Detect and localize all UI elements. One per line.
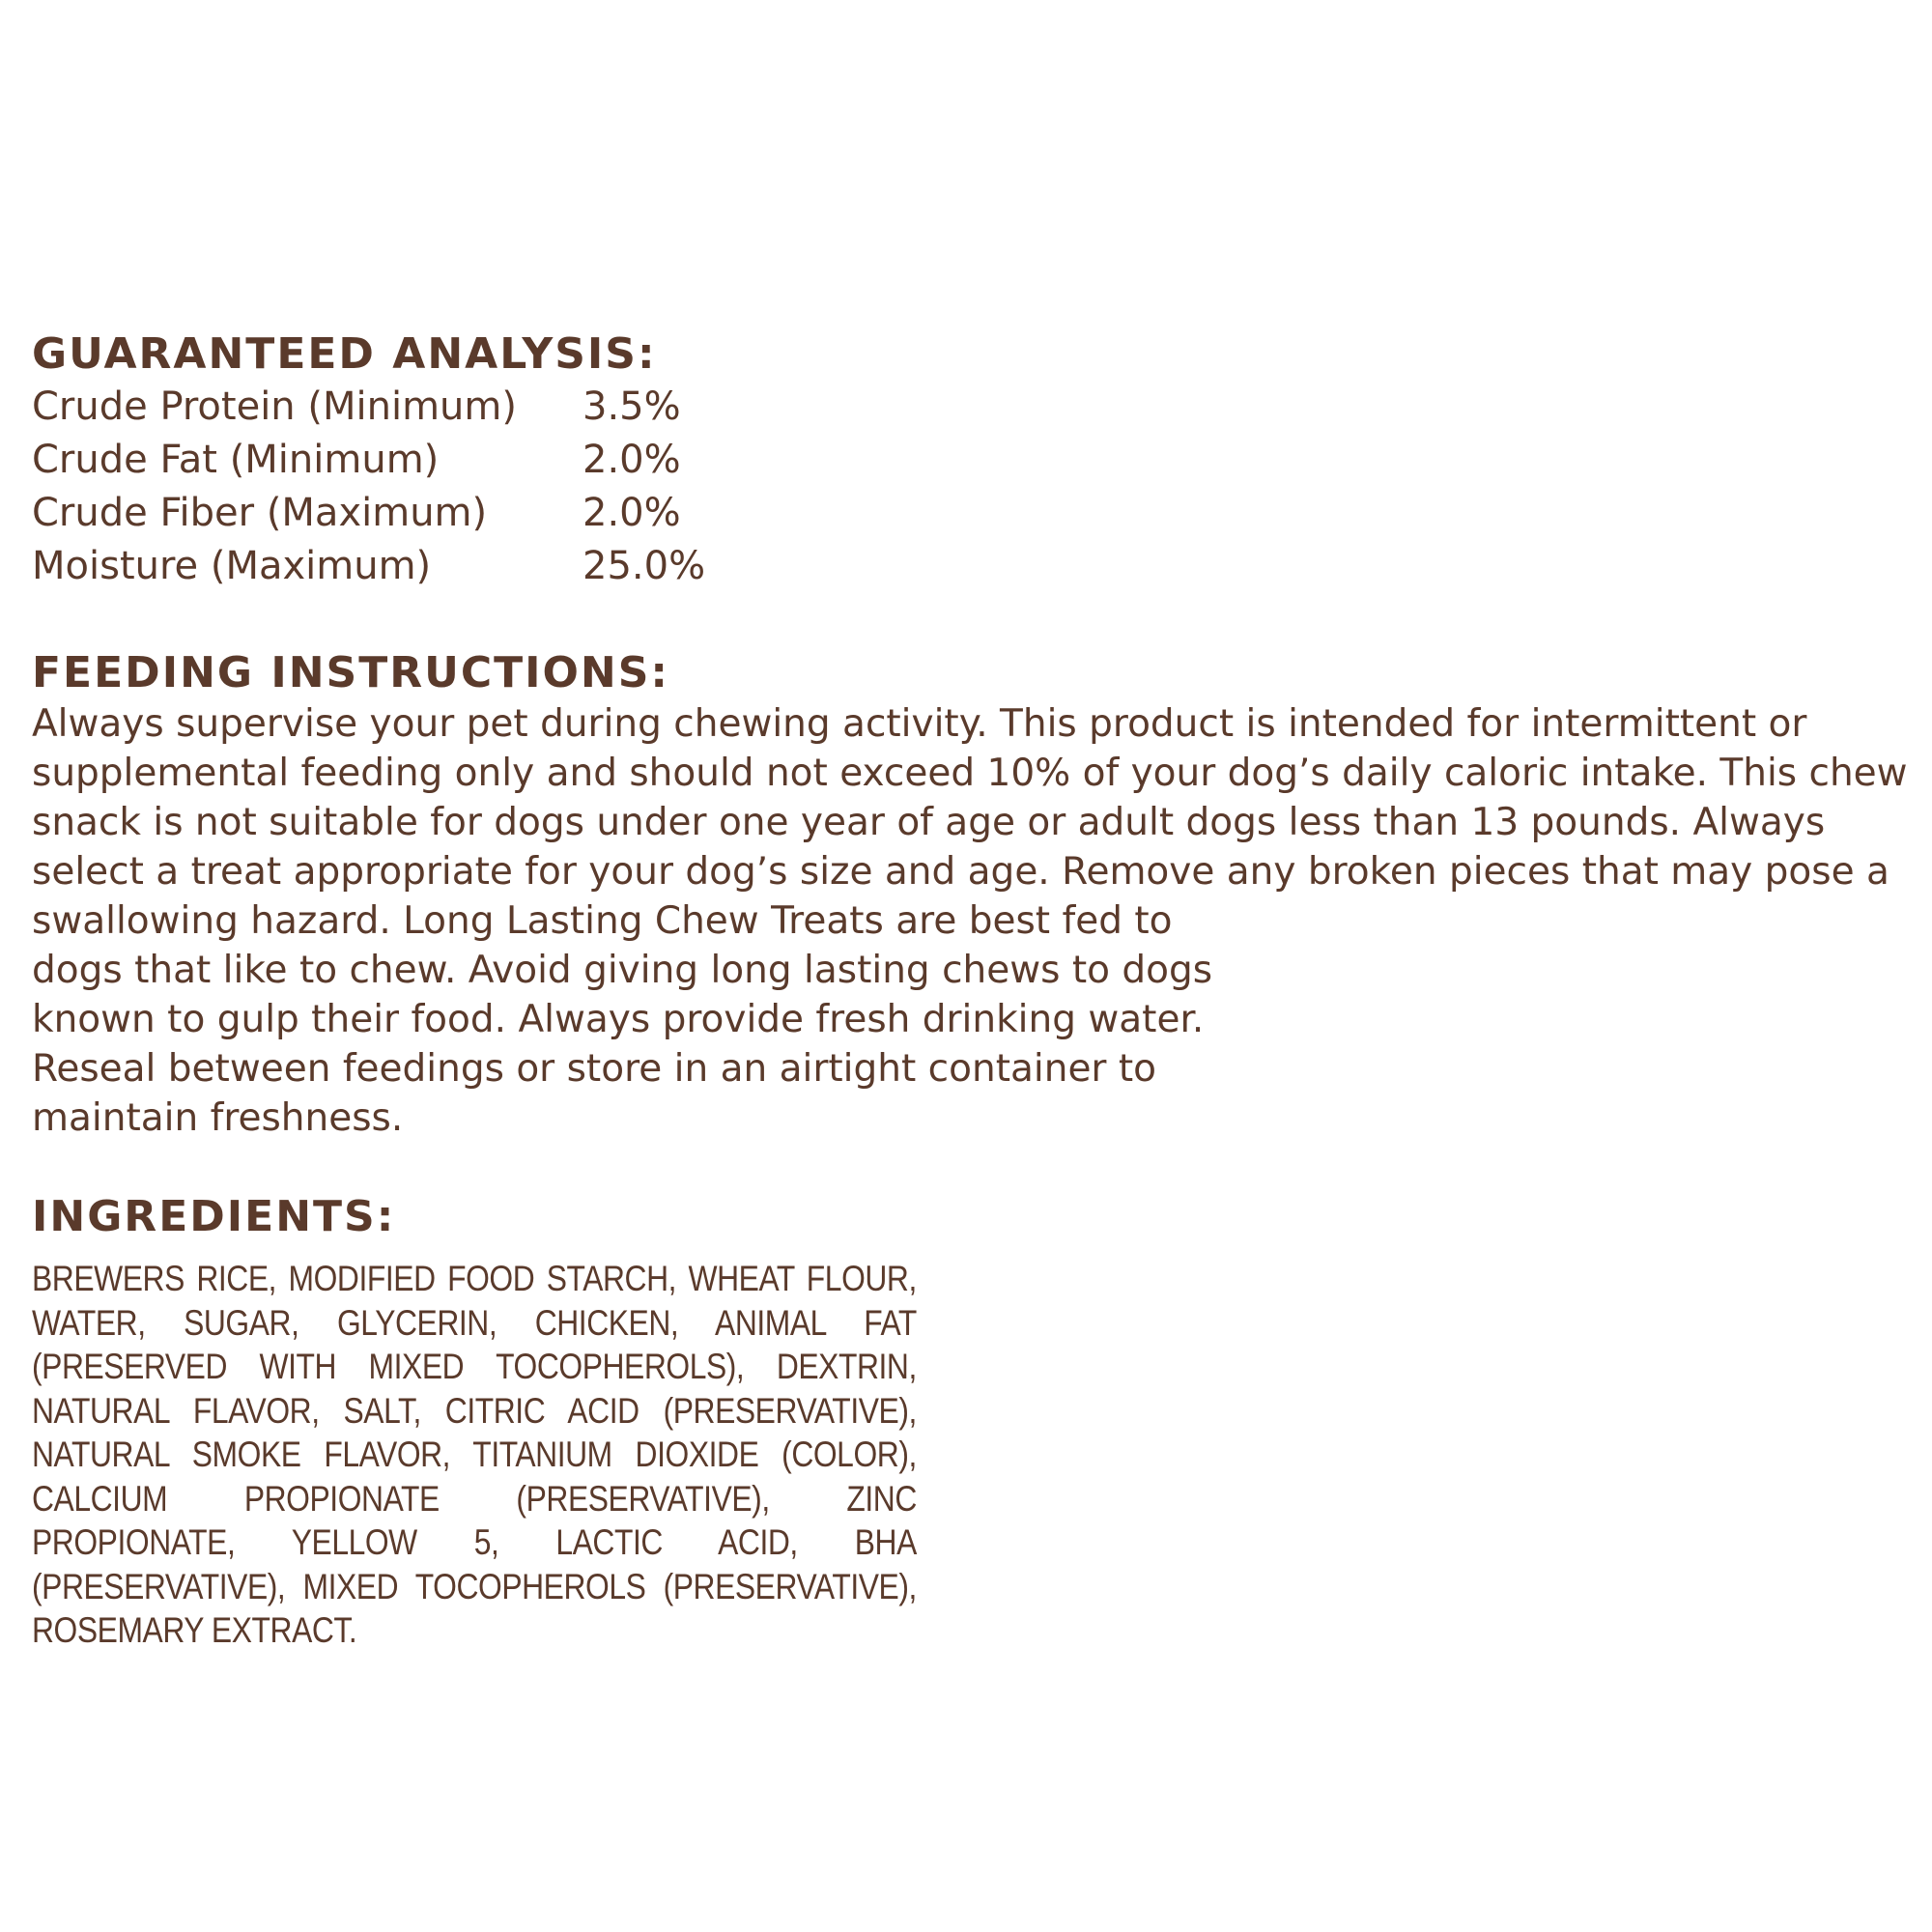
ingredients-heading: INGREDIENTS:: [32, 1192, 396, 1241]
guaranteed-analysis-table: [32, 381, 705, 593]
feeding-line: dogs that like to chew. Avoid giving long lasting chews to dogs: [32, 949, 1213, 992]
nutrient-amount: 2.0%: [582, 491, 681, 535]
feeding-line: supplemental feeding only and should not exceed 10% of your dog’s daily caloric intake. This chew: [32, 752, 1908, 795]
table-row: [32, 487, 705, 540]
nutrient-amount: 25.0%: [582, 544, 706, 588]
feeding-line: snack is not suitable for dogs under one year of age or adult dogs less than 13 pounds. Always: [32, 801, 1826, 844]
nutrient-name: Moisture (Maximum): [32, 544, 432, 588]
feeding-instructions-text: [32, 699, 1916, 1143]
nutrient-amount: 3.5%: [582, 384, 681, 429]
feeding-line: Always supervise your pet during chewing activity. This product is intended for intermittent or: [32, 702, 1807, 746]
table-row: [32, 381, 705, 434]
table-row: [32, 540, 705, 593]
feeding-line: maintain freshness.: [32, 1096, 404, 1140]
ingredients-list: BREWERS RICE, MODIFIED FOOD STARCH, WHEAT FLOUR, WATER, SUGAR, GLYCERIN, CHICKEN, ANIMAL FAT (PRESERVED WITH MIXED TOCOPHEROLS), DEXTRIN, NATURAL FLAVOR, SALT, CITRIC ACID (PRESERVATIVE), NATURAL SMOKE FLAVOR, TITANIUM DIOXIDE (COLOR), CALCIUM PROPIONATE (PRESERVATIVE), ZINC PROPIONATE, YELLOW 5, LACTIC ACID, BHA (PRESERVATIVE), MIXED TOCOPHEROLS (PRESERVATIVE), ROSEMARY EXTRACT.: [32, 1259, 917, 1650]
feeding-instructions-heading: FEEDING INSTRUCTIONS:: [32, 648, 670, 697]
nutrient-name: Crude Fiber (Maximum): [32, 491, 488, 535]
table-row: [32, 434, 705, 487]
feeding-line: known to gulp their food. Always provide fresh drinking water.: [32, 998, 1205, 1041]
guaranteed-analysis-heading: GUARANTEED ANALYSIS:: [32, 329, 657, 379]
feeding-line: Reseal between feedings or store in an airtight container to: [32, 1047, 1157, 1091]
nutrient-name: Crude Fat (Minimum): [32, 438, 440, 482]
feeding-line: swallowing hazard. Long Lasting Chew Treats are best fed to: [32, 899, 1173, 943]
nutrient-amount: 2.0%: [582, 438, 681, 482]
nutrient-name: Crude Protein (Minimum): [32, 384, 517, 429]
product-label-panel: [32, 328, 1916, 1653]
feeding-line: select a treat appropriate for your dog’s size and age. Remove any broken pieces that may pose a: [32, 850, 1889, 894]
